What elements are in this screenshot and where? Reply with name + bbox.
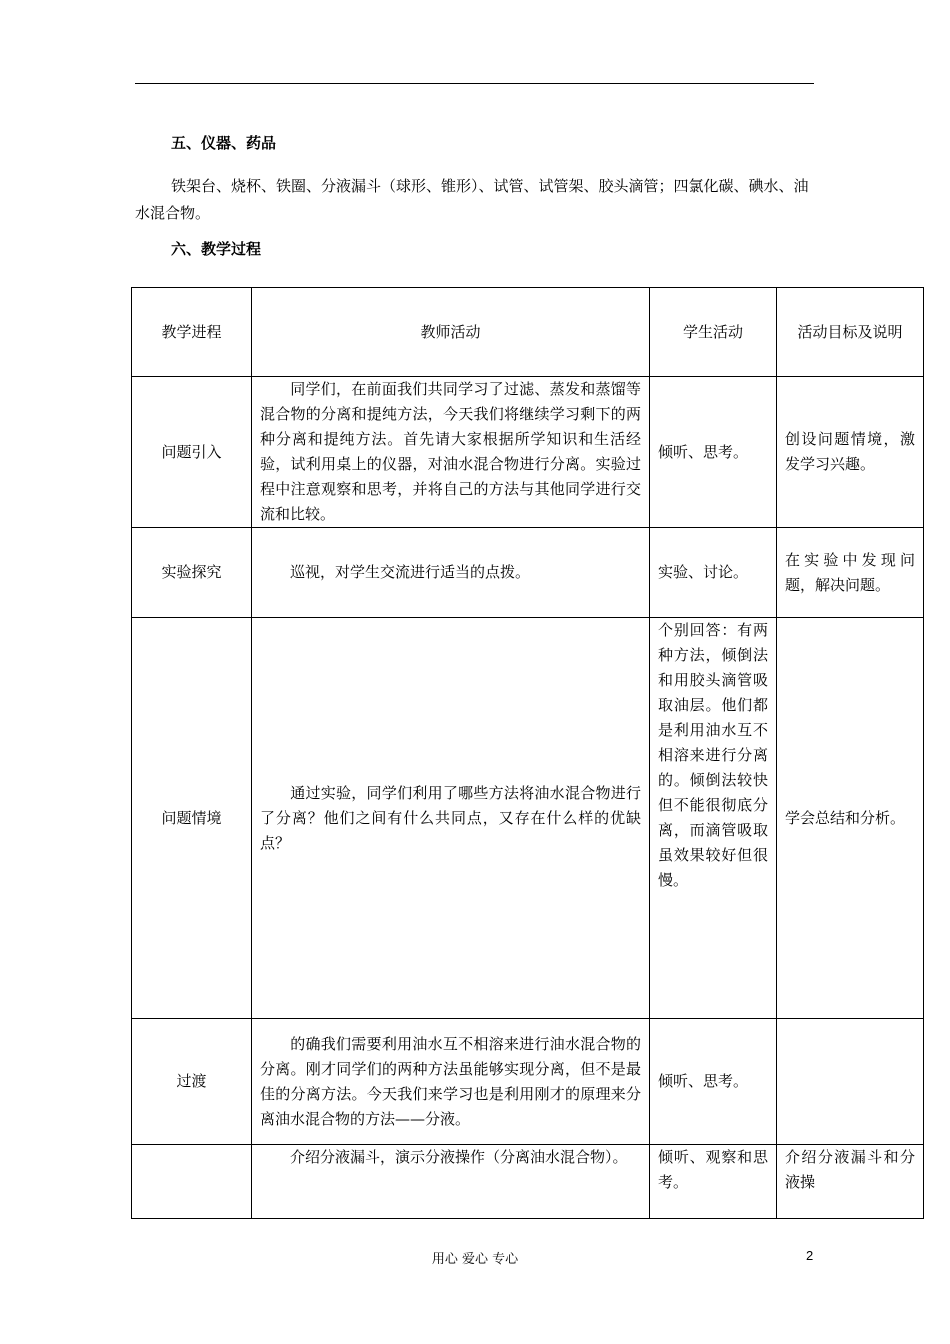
page-number: 2 [806, 1248, 814, 1263]
row-student: 倾听、思考。 [650, 377, 777, 528]
row-stage [132, 1145, 252, 1219]
header-goal: 活动目标及说明 [777, 288, 924, 377]
header-student: 学生活动 [650, 288, 777, 377]
section-5-paragraph [135, 173, 817, 227]
row-stage: 过渡 [132, 1019, 252, 1145]
teacher-text: 通过实验，同学们利用了哪些方法将油水混合物进行了分离？他们之间有什么共同点，又存在什么样的优缺点？ [260, 783, 641, 852]
table-row [132, 528, 924, 618]
header-stage: 教学进程 [132, 288, 252, 377]
row-goal: 在实验中发现问题，解决问题。 [777, 528, 924, 618]
row-stage: 实验探究 [132, 528, 252, 618]
row-student: 倾听、思考。 [650, 1019, 777, 1145]
footer-motto: 用心 爱心 专心 [431, 1252, 519, 1267]
row-student: 倾听、观察和思考。 [650, 1145, 777, 1219]
teacher-text: 同学们，在前面我们共同学习了过滤、蒸发和蒸馏等混合物的分离和提纯方法，今天我们将继续学习剩下的两种分离和提纯方法。首先请大家根据所学知识和生活经验，试利用桌上的仪器，对油水混合物进行分离。实验过程中注意观察和思考，并将自己的方法与其他同学进行交流和比较。 [260, 380, 641, 523]
table-row [132, 618, 924, 1019]
row-student: 实验、讨论。 [650, 528, 777, 618]
section-6-heading: 六、教学过程 [171, 240, 262, 258]
row-teacher [252, 1145, 650, 1219]
table-row [132, 1145, 924, 1219]
teacher-text: 介绍分液漏斗，演示分液操作（分离油水混合物）。 [290, 1148, 628, 1166]
teacher-text: 的确我们需要利用油水互不相溶来进行油水混合物的分离。刚才同学们的两种方法虽能够实现分离，但不是最佳的分离方法。今天我们来学习也是利用刚才的原理来分离油水混合物的方法——分液。 [260, 1034, 641, 1128]
row-teacher [252, 1019, 650, 1145]
table-header-row [132, 288, 924, 377]
paragraph-text: 铁架台、烧杯、铁圈、分液漏斗（球形、锥形）、试管、试管架、胶头滴管；四氯化碳、碘水、油水混合物。 [135, 177, 809, 222]
row-goal: 创设问题情境，激发学习兴趣。 [777, 377, 924, 528]
teacher-text: 巡视，对学生交流进行适当的点拨。 [290, 563, 531, 581]
section-5-heading: 五、仪器、药品 [171, 134, 277, 152]
row-goal [777, 1019, 924, 1145]
row-teacher [252, 377, 650, 528]
row-student: 个别回答：有两种方法，倾倒法和用胶头滴管吸取油层。他们都是利用油水互不相溶来进行分离的。倾倒法较快但不能很彻底分离，而滴管吸取虽效果较好但很慢。 [650, 618, 777, 1019]
header-rule [135, 83, 814, 84]
row-teacher [252, 528, 650, 618]
row-goal: 介绍分液漏斗和分液操 [777, 1145, 924, 1219]
table-row [132, 377, 924, 528]
row-goal: 学会总结和分析。 [777, 618, 924, 1019]
row-stage: 问题情境 [132, 618, 252, 1019]
header-teacher: 教师活动 [252, 288, 650, 377]
teaching-process-table [131, 287, 924, 1219]
row-stage: 问题引入 [132, 377, 252, 528]
row-teacher [252, 618, 650, 1019]
table-row [132, 1019, 924, 1145]
